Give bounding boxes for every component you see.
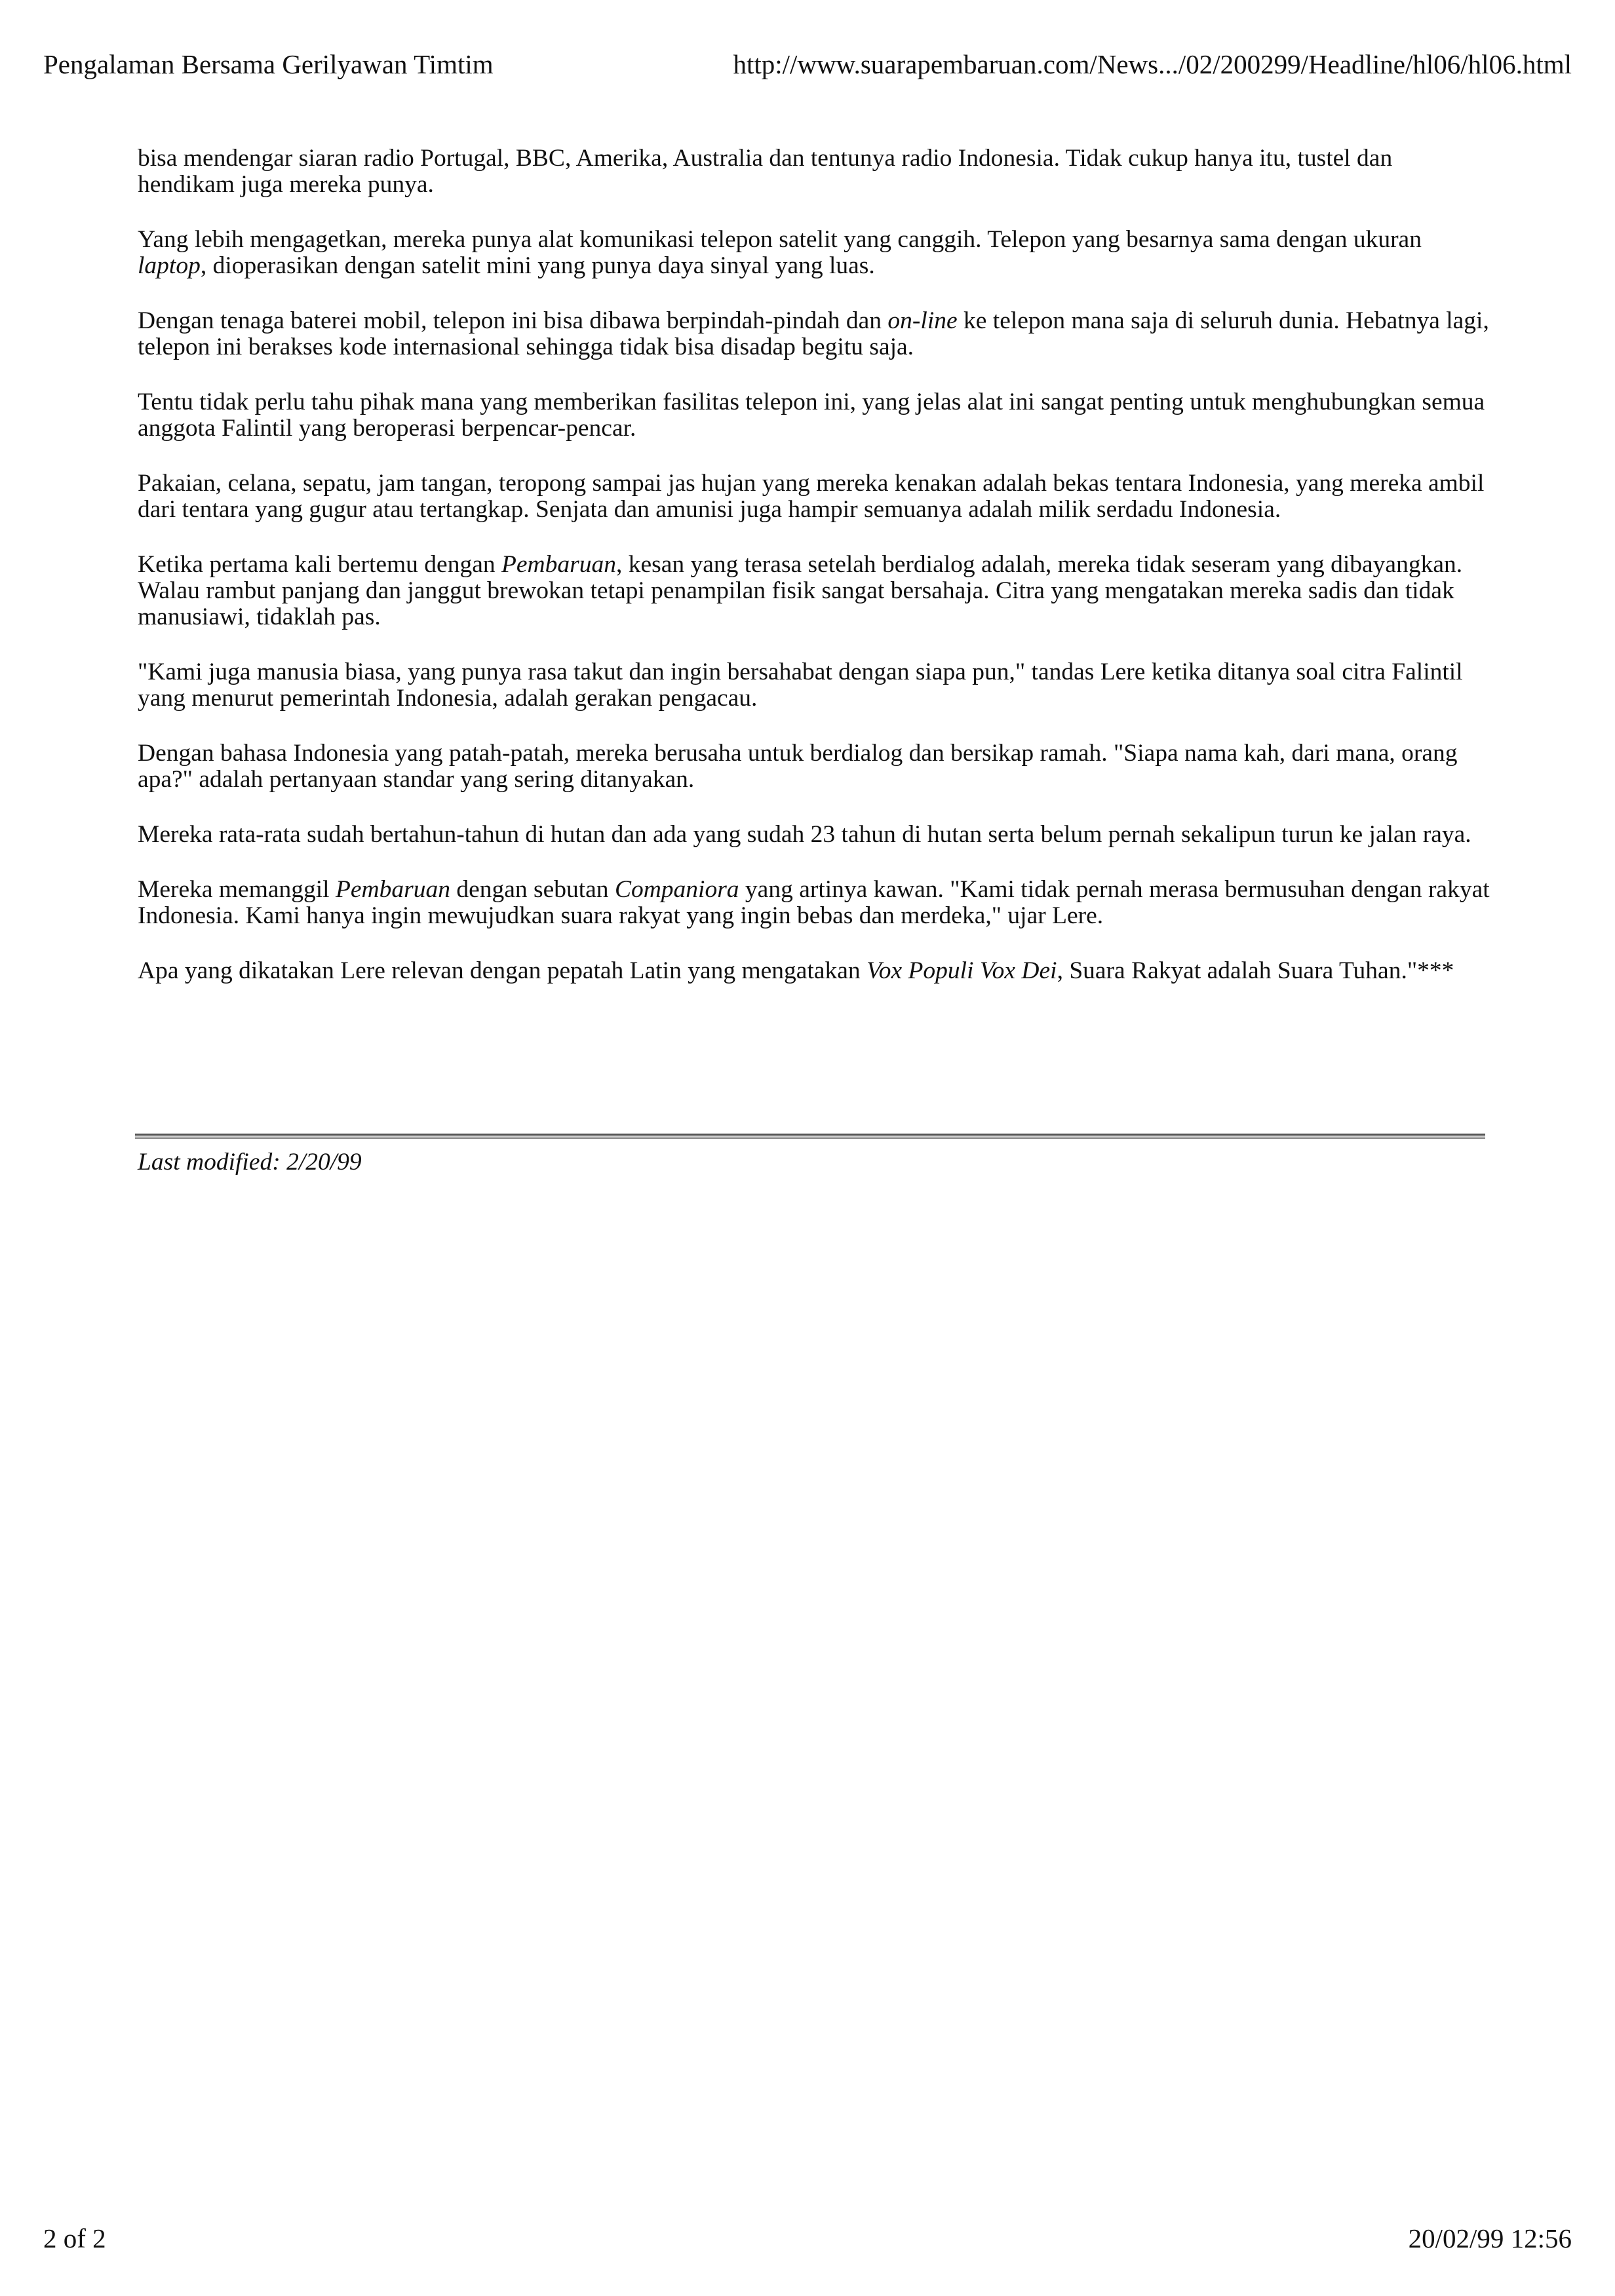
last-modified: Last modified: 2/20/99 (138, 1149, 362, 1176)
article-paragraph: bisa mendengar siaran radio Portugal, BBC, Amerika, Australia dan tentunya radio Indonesia. Tidak cukup hanya itu, tustel dan hendikam juga mereka punya. (138, 145, 1393, 198)
paragraph-text: , kesan yang terasa setelah berdialog adalah, mereka tidak seseram yang dibayangkan. Walau rambut panjang dan janggut brewokan tetapi penampilan fisik sangat bersahaja. Citra yang mengatakan mereka sadis dan tidak manusiawi, tidaklah pas. (138, 551, 1463, 630)
article-paragraph (138, 308, 1494, 360)
horizontal-rule (135, 1134, 1485, 1138)
article-paragraph: Mereka rata-rata sudah bertahun-tahun di hutan dan ada yang sudah 23 tahun di hutan serta belum pernah sekalipun turun ke jalan raya. (138, 821, 1471, 848)
paragraph-text: Apa yang dikatakan Lere relevan dengan pepatah Latin yang mengatakan (138, 957, 866, 984)
article-paragraph (138, 552, 1494, 630)
italic-term: Companiora (614, 876, 739, 903)
print-footer (43, 2220, 1572, 2259)
article-body (138, 145, 1494, 1013)
print-header-title: Pengalaman Bersama Gerilyawan Timtim (43, 49, 494, 79)
article-paragraph (138, 958, 1494, 984)
article-paragraph: Pakaian, celana, sepatu, jam tangan, teropong sampai jas hujan yang mereka kenakan adalah bekas tentara Indonesia, yang mereka ambil dari tentara yang gugur atau tertangkap. Senjata dan amunisi juga hampir semuanya adalah milik serdadu Indonesia. (138, 470, 1485, 523)
page-number: 2 of 2 (43, 2223, 106, 2253)
paragraph-text: Yang lebih mengagetkan, mereka punya alat komunikasi telepon satelit yang canggih. Telepon yang besarnya sama dengan ukuran (138, 226, 1422, 253)
paragraph-text: , dioperasikan dengan satelit mini yang punya daya sinyal yang luas. (200, 252, 875, 279)
article-paragraph: Tentu tidak perlu tahu pihak mana yang memberikan fasilitas telepon ini, yang jelas alat ini sangat penting untuk menghubungkan semua anggota Falintil yang beroperasi berpencar-pencar. (138, 389, 1485, 442)
italic-term: Pembaruan (501, 551, 616, 578)
article-paragraph (138, 877, 1494, 929)
paragraph-text: Ketika pertama kali bertemu dengan (138, 551, 501, 578)
paragraph-text: , Suara Rakyat adalah Suara Tuhan."*** (1057, 957, 1454, 984)
print-header (43, 46, 1572, 85)
italic-term: Vox Populi Vox Dei (866, 957, 1057, 984)
paragraph-text: ke telepon mana saja di seluruh dunia. Hebatnya lagi, telepon ini berakses kode internasional sehingga tidak bisa disadap begitu saja. (138, 307, 1489, 360)
article-paragraph (138, 227, 1494, 279)
italic-term: Pembaruan (335, 876, 450, 903)
italic-term: on-line (887, 307, 958, 334)
paragraph-text: Mereka memanggil (138, 876, 336, 903)
paragraph-text: Dengan tenaga baterei mobil, telepon ini bisa dibawa berpindah-pindah dan (138, 307, 888, 334)
article-paragraph: Dengan bahasa Indonesia yang patah-patah, mereka berusaha untuk berdialog dan bersikap ramah. "Siapa nama kah, dari mana, orang apa?" adalah pertanyaan standar yang sering ditanyakan. (138, 740, 1458, 793)
print-timestamp: 20/02/99 12:56 (1408, 2223, 1572, 2253)
article-paragraph: "Kami juga manusia biasa, yang punya rasa takut dan ingin bersahabat dengan siapa pun," tandas Lere ketika ditanya soal citra Falintil yang menurut pemerintah Indonesia, adalah gerakan pengacau. (138, 659, 1463, 712)
paragraph-text: yang artinya kawan. "Kami tidak pernah merasa bermusuhan dengan rakyat Indonesia. Kami hanya ingin mewujudkan suara rakyat yang ingin bebas dan merdeka," ujar Lere. (138, 876, 1490, 929)
paragraph-text: dengan sebutan (450, 876, 615, 903)
italic-term: laptop (138, 252, 201, 279)
print-header-url: http://www.suarapembaruan.com/News.../02/200299/Headline/hl06/hl06.html (733, 49, 1572, 79)
